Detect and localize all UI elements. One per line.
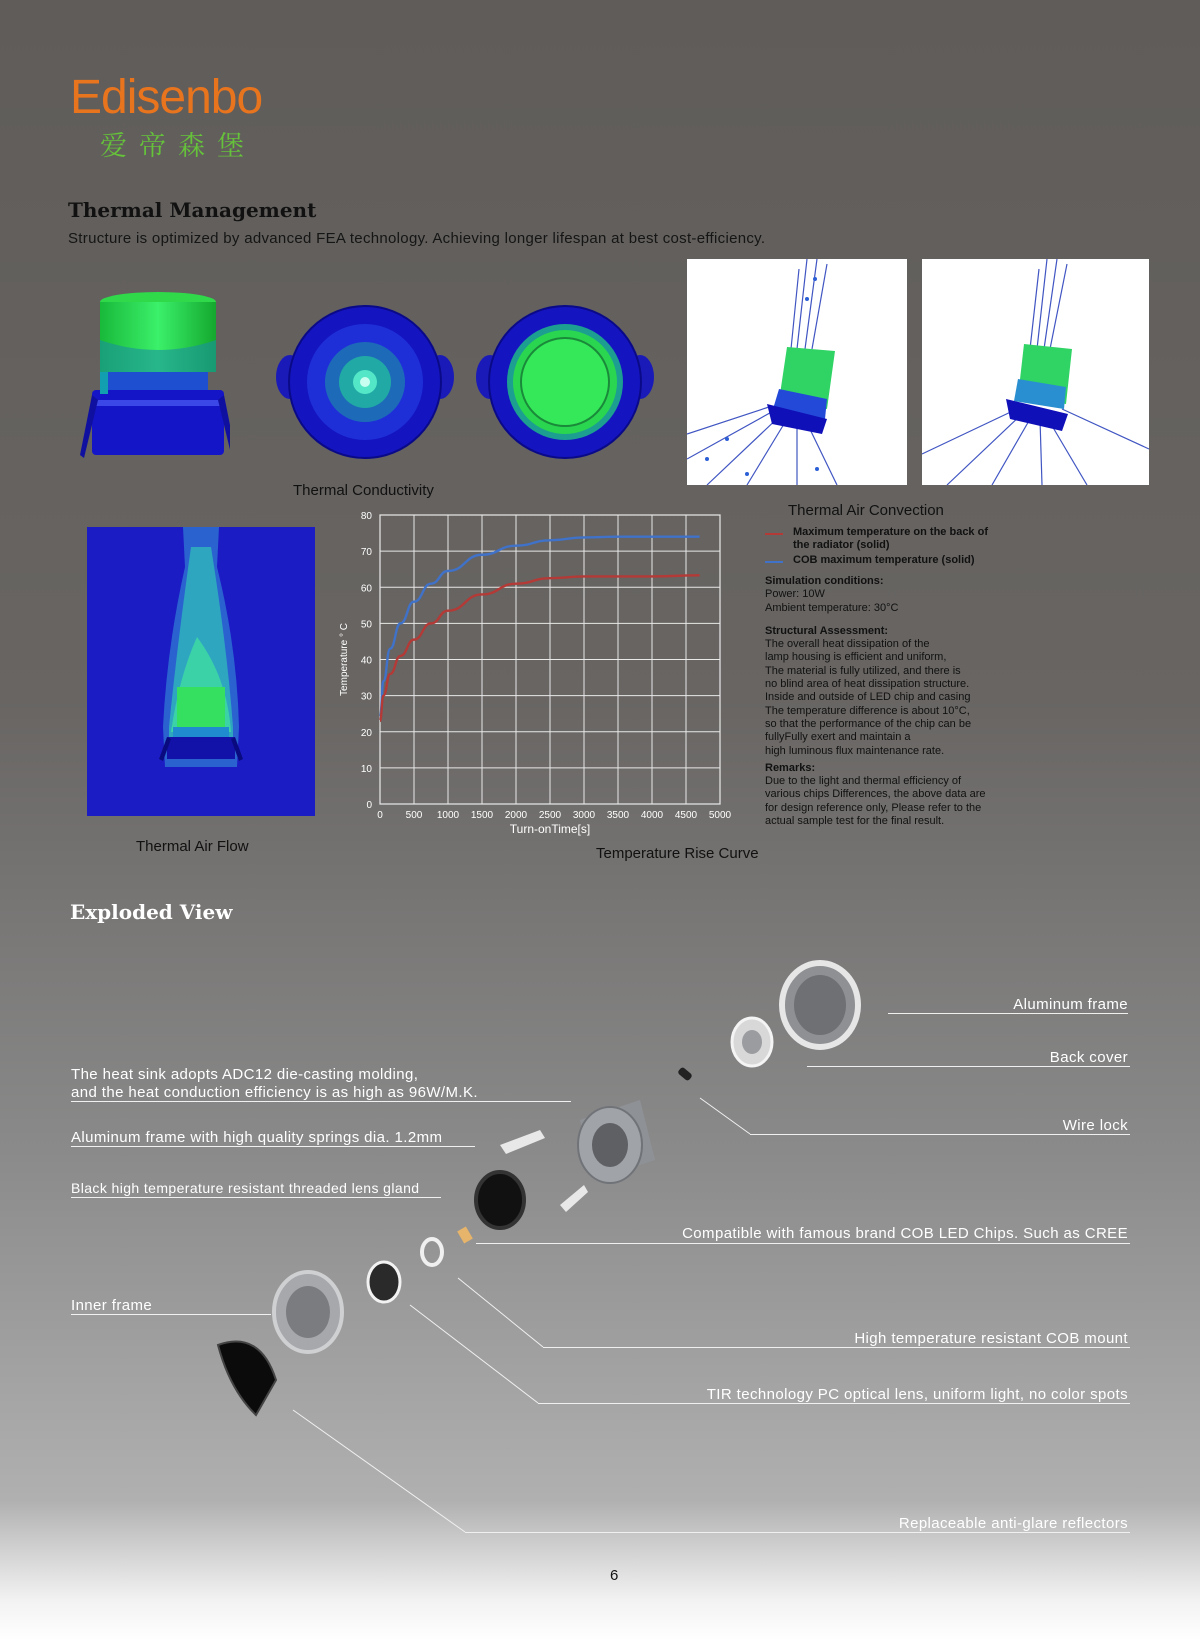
struct-line: The overall heat dissipation of the xyxy=(765,638,930,651)
label-back-cover: Back cover xyxy=(1049,1049,1128,1066)
caption-convection: Thermal Air Convection xyxy=(788,502,944,519)
brand-logo: Edisenbo xyxy=(70,71,263,124)
y-axis-label: Temperature ° C xyxy=(339,623,350,696)
y-tick-label: 10 xyxy=(360,763,372,775)
struct-line: no blind area of heat dissipation structure. xyxy=(765,678,970,691)
leader-diagonal xyxy=(293,1410,465,1532)
remarks-line: for design reference only, Please refer to the xyxy=(765,801,982,814)
leader-diagonal xyxy=(410,1305,538,1403)
x-tick-label: 1500 xyxy=(470,810,494,821)
label-springs: Aluminum frame with high quality springs dia. 1.2mm xyxy=(71,1129,443,1146)
remarks-line: Due to the light and thermal efficiency of xyxy=(765,775,962,788)
struct-line: high luminous flux maintenance rate. xyxy=(765,744,945,757)
y-tick-label: 80 xyxy=(360,511,372,522)
sim-title: Simulation conditions: xyxy=(765,575,884,587)
x-tick-label: 5000 xyxy=(708,810,732,821)
label-aluminum-frame: Aluminum frame xyxy=(1013,996,1128,1013)
legend-item-cob: COB maximum temperature (solid) xyxy=(765,554,1005,570)
x-tick-label: 0 xyxy=(377,810,383,821)
remarks-line: various chips Differences, the above data are xyxy=(765,788,986,801)
leader-diagonal xyxy=(458,1278,543,1347)
label-heat-sink-1: The heat sink adopts ADC12 die-casting molding, xyxy=(71,1066,419,1083)
x-tick-label: 4500 xyxy=(674,810,698,821)
y-tick-label: 70 xyxy=(360,547,372,559)
y-tick-label: 60 xyxy=(360,583,372,595)
exploded-title: Exploded View xyxy=(70,900,233,924)
x-tick-label: 2500 xyxy=(538,810,562,821)
caption-airflow: Thermal Air Flow xyxy=(136,838,249,855)
leader-diagonal xyxy=(700,1098,750,1134)
x-tick-label: 500 xyxy=(405,810,423,821)
struct-line: The material is fully utilized, and there is xyxy=(765,664,961,677)
struct-line: fullyFully exert and maintain a xyxy=(765,731,911,744)
label-lens-gland: Black high temperature resistant threaded lens gland xyxy=(71,1180,420,1196)
sim-line: Power: 10W xyxy=(765,588,825,601)
x-tick-label: 3500 xyxy=(606,810,630,821)
label-heat-sink-2: and the heat conduction efficiency is as high as 96W/M.K. xyxy=(71,1084,478,1101)
struct-line: Inside and outside of LED chip and casing xyxy=(765,691,971,704)
y-tick-label: 20 xyxy=(360,727,372,739)
label-tir-lens: TIR technology PC optical lens, uniform light, no color spots xyxy=(706,1386,1128,1403)
sim-line: Ambient temperature: 30°C xyxy=(765,601,899,614)
x-tick-label: 1000 xyxy=(436,810,460,821)
y-tick-label: 40 xyxy=(360,655,372,667)
struct-line: The temperature difference is about 10°C, xyxy=(765,704,970,717)
legend-item-radiator: Maximum temperature on the back of the radiator (solid) xyxy=(765,526,1005,554)
struct-title: Structural Assessment: xyxy=(765,624,889,637)
label-inner-frame: Inner frame xyxy=(71,1297,153,1314)
struct-line: so that the performance of the chip can be xyxy=(765,717,972,730)
thermal-subtitle: Structure is optimized by advanced FEA technology. Achieving longer lifespan at best cost-efficiency. xyxy=(68,230,766,247)
x-tick-label: 2000 xyxy=(504,810,528,821)
label-wire-lock: Wire lock xyxy=(1062,1117,1128,1134)
x-axis-label: Turn-onTime[s] xyxy=(509,822,591,836)
page-number: 6 xyxy=(610,1567,619,1584)
y-tick-label: 50 xyxy=(360,619,372,631)
brand-logo-cn: 爱帝森堡 xyxy=(100,131,256,161)
y-tick-label: 0 xyxy=(366,800,372,811)
x-tick-label: 3000 xyxy=(572,810,596,821)
caption-conductivity: Thermal Conductivity xyxy=(293,482,434,499)
y-tick-label: 30 xyxy=(360,691,372,703)
x-tick-label: 4000 xyxy=(640,810,664,821)
caption-curve: Temperature Rise Curve xyxy=(596,845,759,862)
remarks-line: actual sample test for the final result. xyxy=(765,815,945,828)
label-cob-mount: High temperature resistant COB mount xyxy=(854,1330,1128,1347)
remarks-title: Remarks: xyxy=(765,761,816,774)
thermal-title: Thermal Management xyxy=(68,198,317,222)
label-reflectors: Replaceable anti-glare reflectors xyxy=(898,1515,1128,1532)
label-cob-chips: Compatible with famous brand COB LED Chips. Such as CREE xyxy=(682,1225,1128,1242)
struct-line: lamp housing is efficient and uniform, xyxy=(765,651,947,664)
